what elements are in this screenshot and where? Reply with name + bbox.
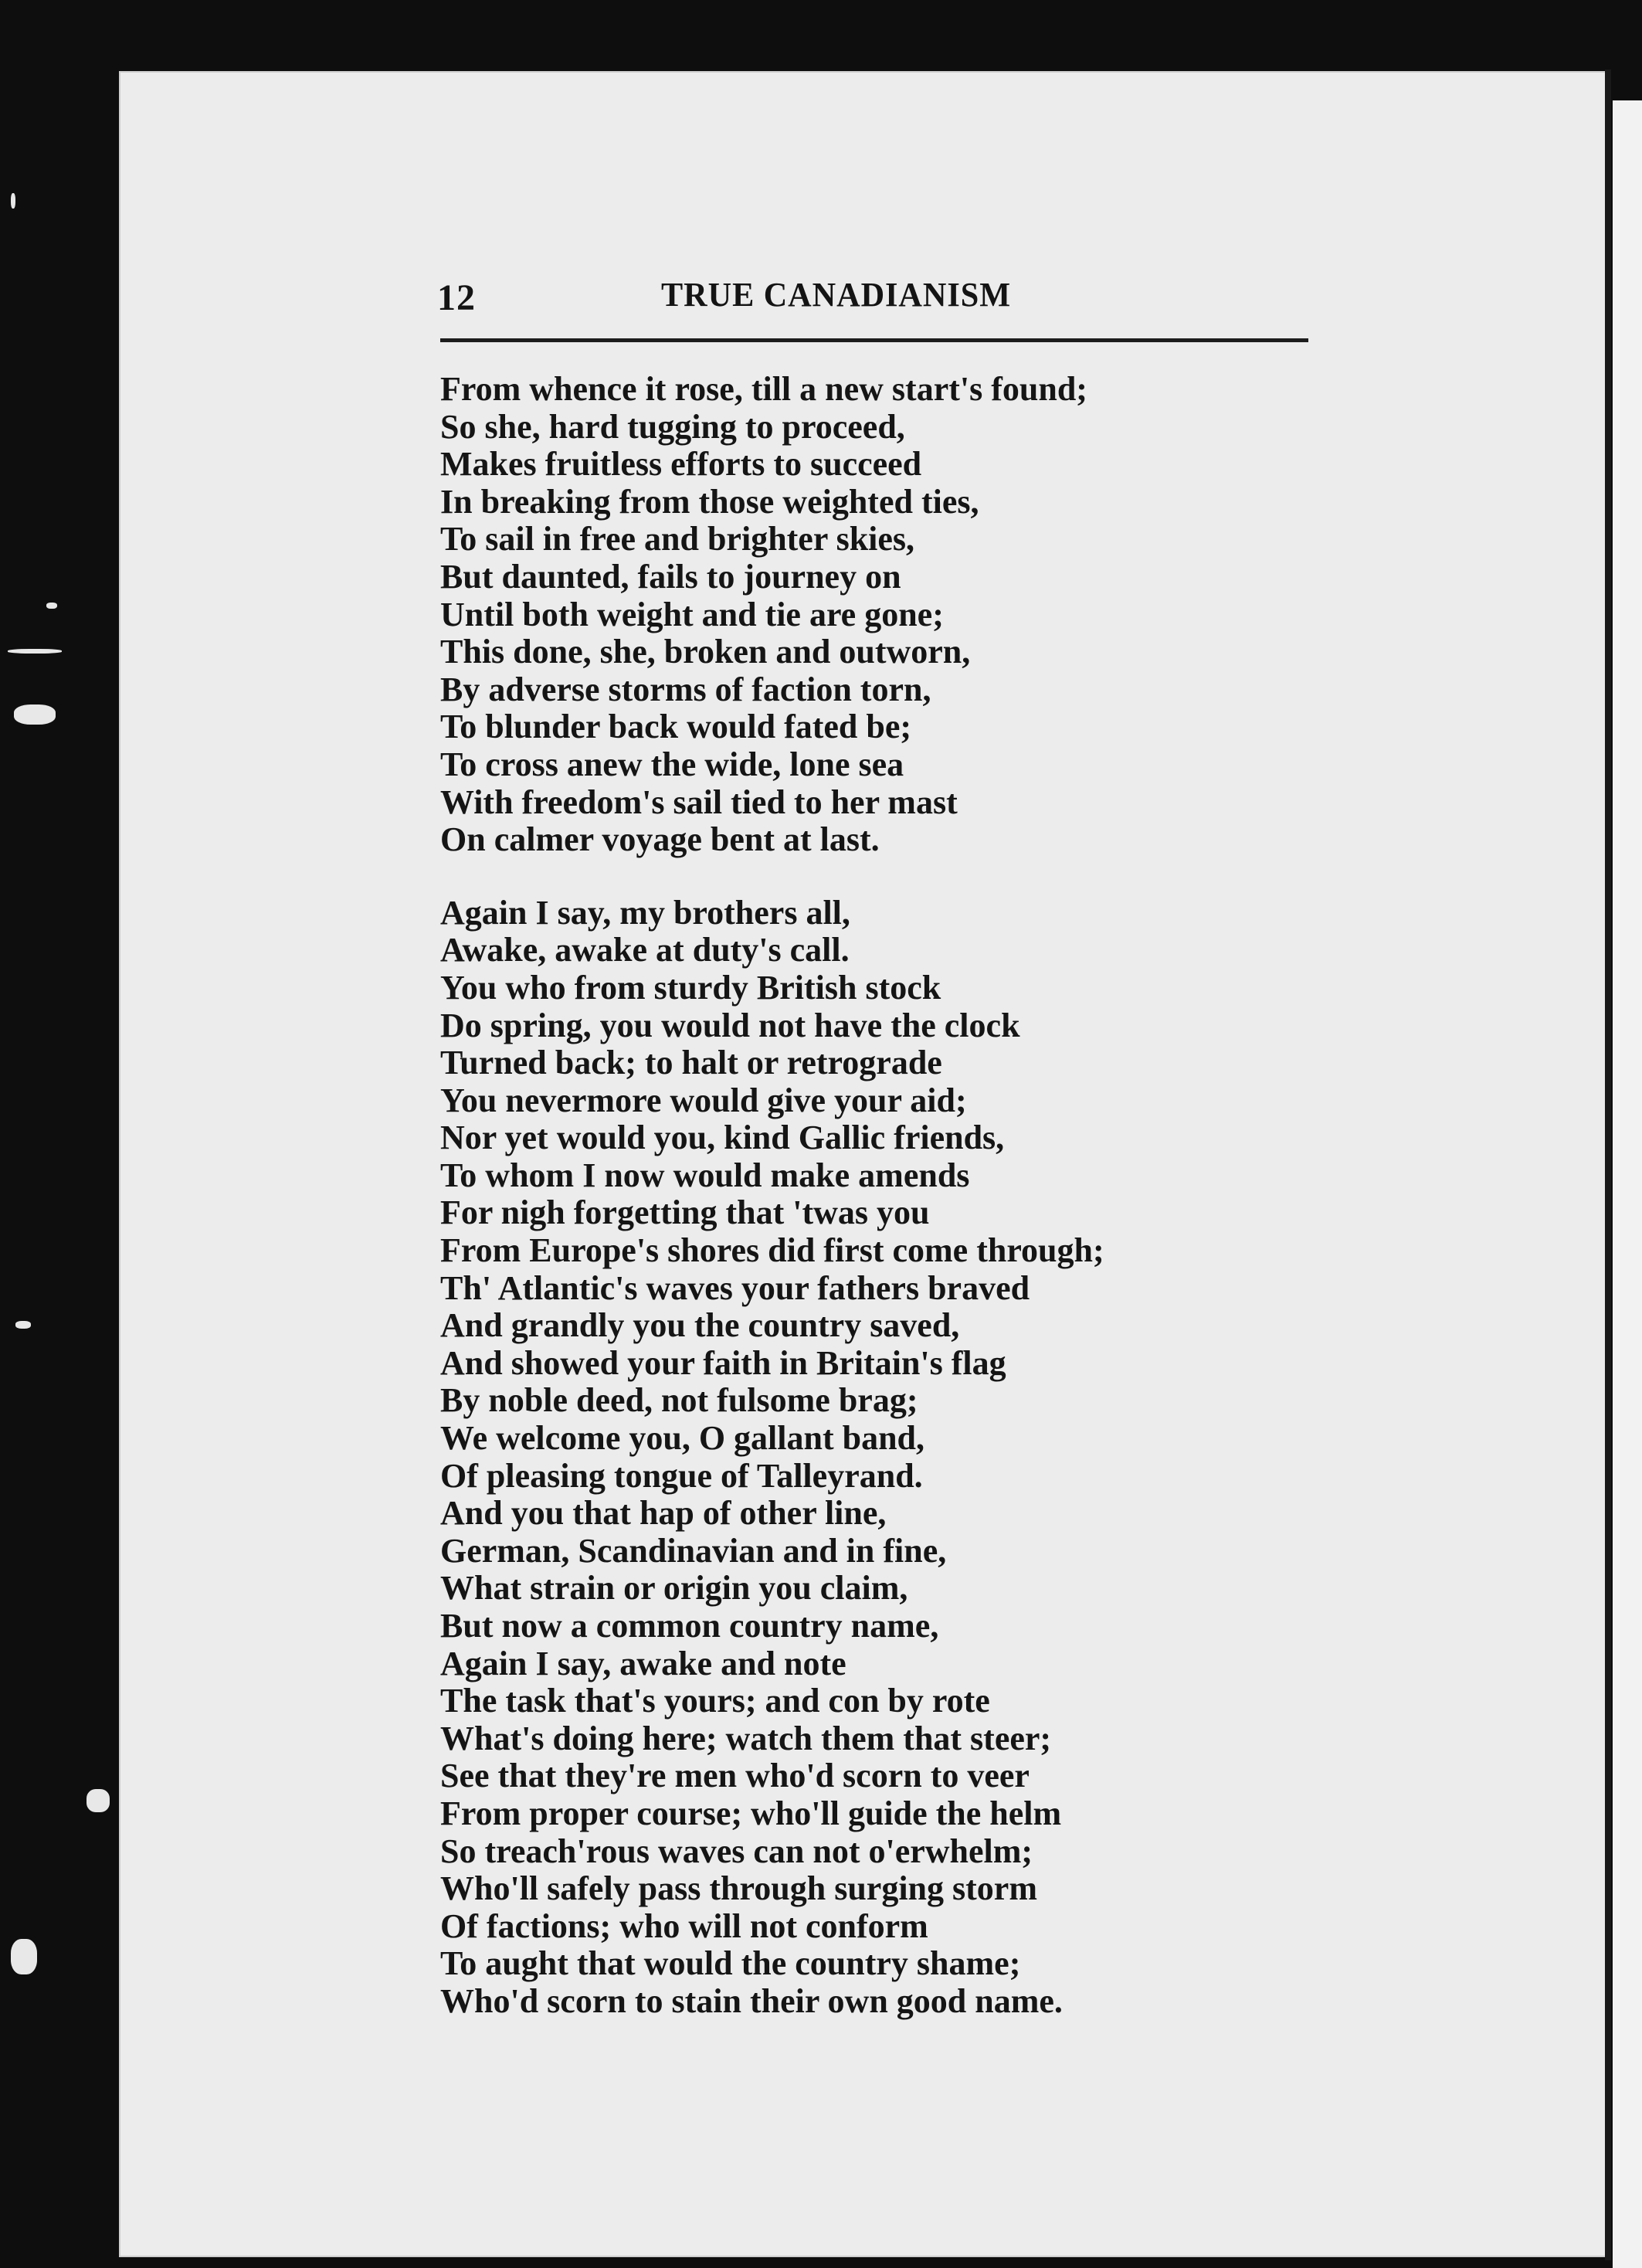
- poem-line: To aught that would the country shame;: [440, 1944, 1021, 1983]
- poem-line: What's doing here; watch them that steer;: [440, 1719, 1052, 1757]
- poem-line: From Europe's shores did first come through;: [440, 1231, 1104, 1270]
- poem-line: Do spring, you would not have the clock: [440, 1006, 1020, 1044]
- stanza: [440, 895, 1367, 2021]
- page-edge: [1605, 70, 1611, 2260]
- poem-line: For nigh forgetting that 'twas you: [440, 1193, 930, 1232]
- page-header: [437, 277, 1310, 323]
- poem-line: You nevermore would give your aid;: [440, 1081, 967, 1119]
- adjacent-page-strip: [1613, 100, 1642, 2268]
- poem-line: In breaking from those weighted ties,: [440, 482, 979, 521]
- poem-line: Until both weight and tie are gone;: [440, 595, 944, 633]
- poem-line: You who from sturdy British stock: [440, 968, 941, 1007]
- poem-line: By adverse storms of faction torn,: [440, 670, 931, 708]
- page-number: 12: [437, 277, 476, 318]
- poem-line: See that they're men who'd scorn to veer: [440, 1757, 1030, 1795]
- poem-line: So treach'rous waves can not o'erwhelm;: [440, 1832, 1033, 1870]
- poem-line: What strain or origin you claim,: [440, 1569, 908, 1608]
- poem-line: Again I say, my brothers all,: [440, 893, 850, 932]
- poem-line: And grandly you the country saved,: [440, 1306, 960, 1345]
- poem-line: But daunted, fails to journey on: [440, 557, 901, 596]
- poem-line: And showed your faith in Britain's flag: [440, 1343, 1006, 1382]
- poem-line: The task that's yours; and con by rote: [440, 1682, 990, 1720]
- header-rule: [440, 338, 1308, 342]
- poem-line: To blunder back would fated be;: [440, 708, 912, 746]
- poem-body: [440, 371, 1367, 2021]
- poem-line: But now a common country name,: [440, 1607, 939, 1645]
- poem-line: Of pleasing tongue of Talleyrand.: [440, 1456, 923, 1495]
- poem-line: Who'll safely pass through surging storm: [440, 1869, 1037, 1908]
- poem-line: With freedom's sail tied to her mast: [440, 783, 958, 821]
- poem-line: And you that hap of other line,: [440, 1494, 887, 1533]
- running-title: TRUE CANADIANISM: [661, 276, 1012, 314]
- poem-line: From proper course; who'll guide the helm: [440, 1794, 1062, 1832]
- poem-line: Of factions; who will not conform: [440, 1906, 928, 1945]
- poem-line: This done, she, broken and outworn,: [440, 633, 971, 671]
- poem-line: Who'd scorn to stain their own good name.: [440, 1981, 1063, 2020]
- poem-line: On calmer voyage bent at last.: [440, 820, 880, 859]
- poem-line: Nor yet would you, kind Gallic friends,: [440, 1119, 1005, 1157]
- poem-line: We welcome you, O gallant band,: [440, 1419, 925, 1458]
- poem-line: German, Scandinavian and in fine,: [440, 1531, 947, 1570]
- poem-line: To whom I now would make amends: [440, 1156, 970, 1194]
- stanza: [440, 371, 1367, 859]
- poem-line: Turned back; to halt or retrograde: [440, 1044, 942, 1082]
- poem-line: To cross anew the wide, lone sea: [440, 745, 904, 783]
- poem-line: To sail in free and brighter skies,: [440, 520, 915, 559]
- poem-line: From whence it rose, till a new start's found;: [440, 370, 1087, 408]
- poem-line: Awake, awake at duty's call.: [440, 931, 850, 969]
- poem-line: So she, hard tugging to proceed,: [440, 407, 905, 446]
- poem-line: Makes fruitless efforts to succeed: [440, 445, 922, 484]
- poem-line: Again I say, awake and note: [440, 1644, 846, 1682]
- poem-line: Th' Atlantic's waves your fathers braved: [440, 1268, 1030, 1307]
- poem-line: By noble deed, not fulsome brag;: [440, 1381, 918, 1420]
